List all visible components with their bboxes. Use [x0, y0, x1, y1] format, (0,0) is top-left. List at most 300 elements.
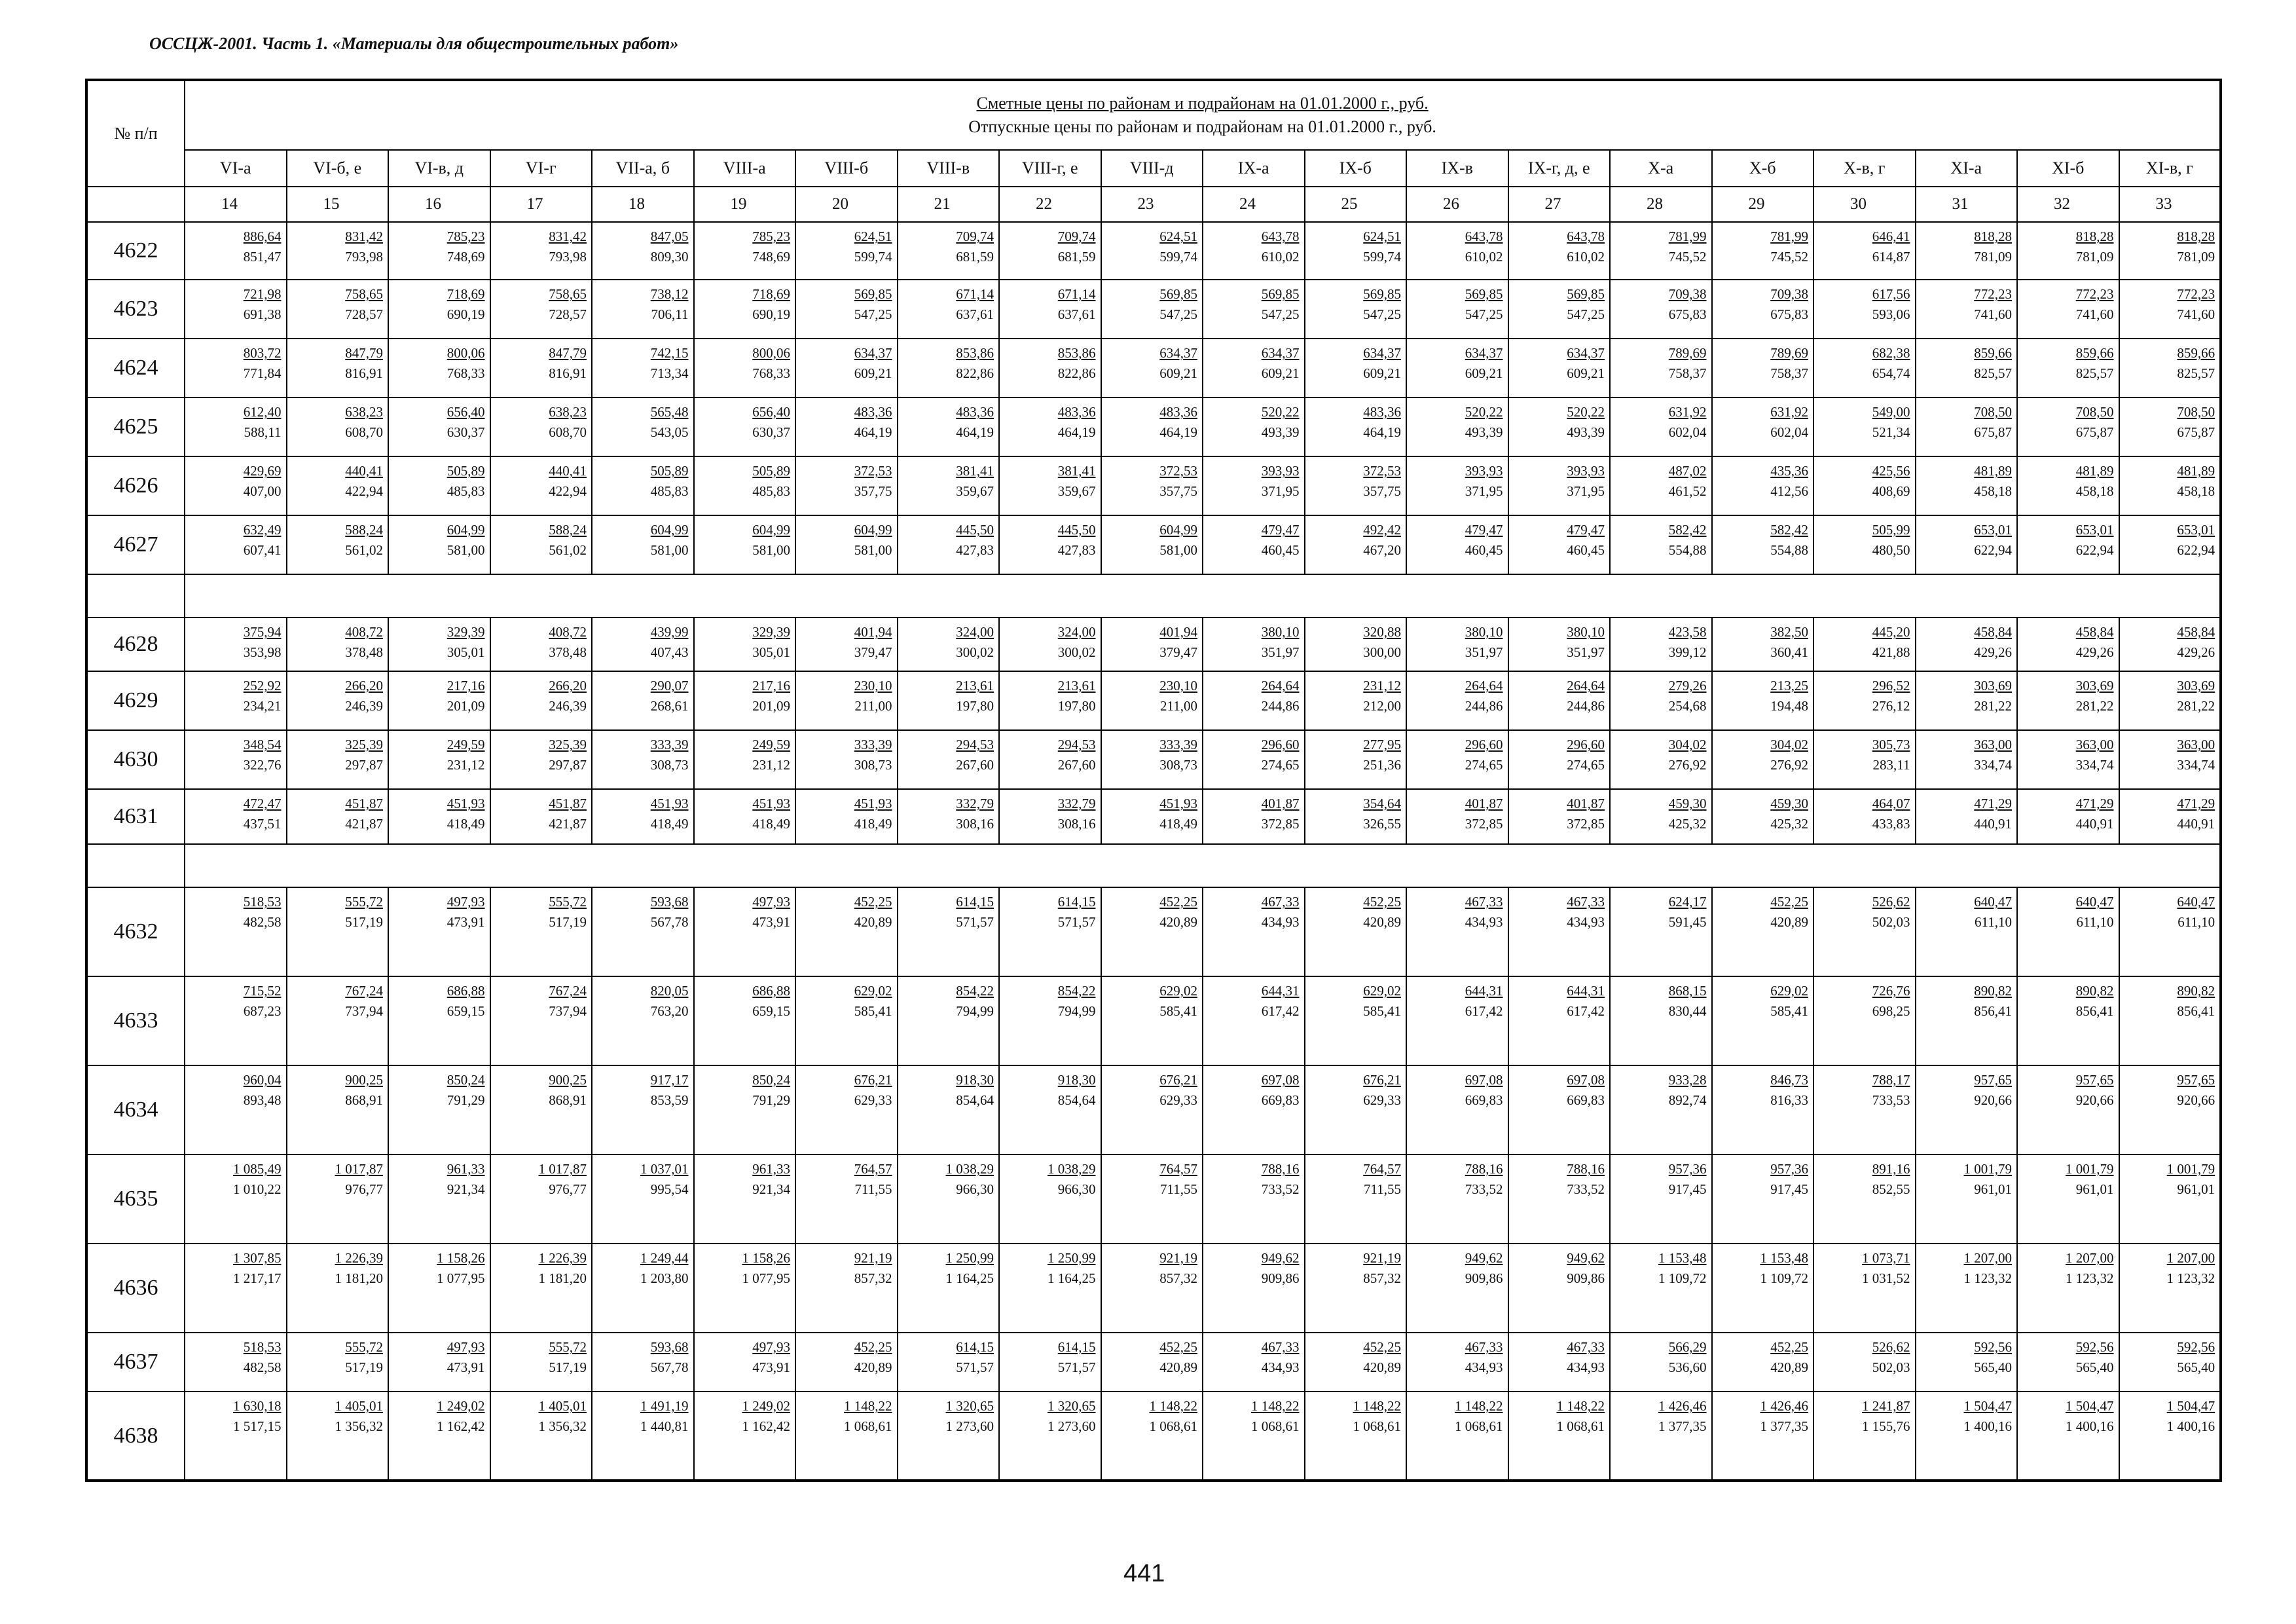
release-price: 1 162,42 — [742, 1418, 790, 1434]
release-price: 585,41 — [1770, 1003, 1808, 1019]
price-cell — [898, 515, 1000, 574]
price-cell — [490, 1392, 592, 1481]
region-header: X-а — [1610, 150, 1712, 187]
estimate-price: 624,51 — [854, 229, 892, 244]
estimate-price: 231,12 — [1363, 678, 1401, 693]
release-price: 1 356,32 — [335, 1418, 383, 1434]
estimate-price: 230,10 — [1159, 678, 1197, 693]
price-cell — [1406, 1065, 1508, 1154]
release-price: 460,45 — [1261, 542, 1300, 558]
price-cell — [1916, 887, 2018, 976]
estimate-price: 264,64 — [1465, 678, 1503, 693]
release-price: 517,19 — [345, 1359, 383, 1375]
estimate-price: 303,69 — [2075, 678, 2114, 693]
table-row — [86, 1154, 2221, 1244]
release-price: 733,53 — [1872, 1092, 1910, 1108]
release-price: 434,93 — [1261, 914, 1300, 930]
price-cell — [898, 671, 1000, 730]
price-cell — [1508, 730, 1611, 789]
table-row — [86, 618, 2221, 671]
region-header: VIII-г, е — [999, 150, 1101, 187]
release-price: 460,45 — [1465, 542, 1503, 558]
price-cell — [1508, 789, 1611, 844]
estimate-price: 332,79 — [1057, 796, 1096, 811]
release-price: 1 164,25 — [945, 1270, 994, 1286]
release-price: 547,25 — [1567, 306, 1605, 322]
estimate-price: 767,24 — [549, 983, 587, 999]
price-cell — [2017, 730, 2119, 789]
estimate-price: 643,78 — [1567, 229, 1605, 244]
estimate-price: 758,65 — [345, 286, 383, 302]
price-cell — [999, 618, 1101, 671]
estimate-price: 294,53 — [956, 737, 994, 752]
release-price: 654,74 — [1872, 365, 1910, 381]
estimate-price: 859,66 — [2075, 345, 2114, 361]
estimate-price: 393,93 — [1261, 463, 1300, 479]
table-row — [86, 280, 2221, 339]
estimate-price: 1 085,49 — [233, 1161, 282, 1177]
estimate-price: 788,16 — [1567, 1161, 1605, 1177]
estimate-price: 296,52 — [1872, 678, 1910, 693]
release-price: 1 123,32 — [2066, 1270, 2114, 1286]
price-cell — [1916, 1065, 2018, 1154]
row-number: 4631 — [86, 789, 185, 844]
price-cell — [2017, 789, 2119, 844]
release-price: 300,02 — [1057, 644, 1096, 660]
estimate-price: 643,78 — [1465, 229, 1503, 244]
column-number: 22 — [999, 187, 1101, 222]
estimate-price: 372,53 — [1159, 463, 1197, 479]
release-price: 547,25 — [1261, 306, 1300, 322]
release-price: 571,57 — [956, 1359, 994, 1375]
price-cell — [898, 1154, 1000, 1244]
estimate-price: 726,76 — [1872, 983, 1910, 999]
release-price: 853,59 — [650, 1092, 689, 1108]
price-cell — [1610, 789, 1712, 844]
release-price: 687,23 — [243, 1003, 282, 1019]
price-cell — [1406, 1244, 1508, 1333]
release-price: 482,58 — [243, 1359, 282, 1375]
release-price: 816,91 — [345, 365, 383, 381]
release-price: 407,43 — [650, 644, 689, 660]
price-cell — [1305, 671, 1407, 730]
price-cell — [898, 789, 1000, 844]
estimate-price: 372,53 — [854, 463, 892, 479]
price-cell — [592, 976, 694, 1065]
release-price: 322,76 — [243, 757, 282, 773]
release-price: 1 068,61 — [1455, 1418, 1503, 1434]
release-price: 669,83 — [1465, 1092, 1503, 1108]
estimate-price: 467,33 — [1465, 1339, 1503, 1355]
release-price: 473,91 — [446, 1359, 485, 1375]
release-price: 300,02 — [956, 644, 994, 660]
estimate-price: 604,99 — [446, 522, 485, 538]
region-header: X-в, г — [1813, 150, 1916, 187]
release-price: 609,21 — [1159, 365, 1197, 381]
price-cell — [999, 339, 1101, 397]
estimate-price: 471,29 — [2075, 796, 2114, 811]
estimate-price: 324,00 — [956, 624, 994, 640]
price-cell — [1101, 280, 1203, 339]
price-cell — [1813, 1154, 1916, 1244]
estimate-price: 1 426,46 — [1658, 1398, 1707, 1414]
price-cell — [592, 887, 694, 976]
estimate-price: 718,69 — [446, 286, 485, 302]
estimate-price: 565,48 — [650, 404, 689, 420]
estimate-price: 918,30 — [1057, 1072, 1096, 1088]
price-cell — [898, 397, 1000, 456]
price-cell — [2017, 222, 2119, 280]
estimate-price: 363,00 — [1974, 737, 2012, 752]
table-row — [86, 976, 2221, 1065]
price-cell — [2017, 976, 2119, 1065]
estimate-price: 452,25 — [1159, 1339, 1197, 1355]
estimate-price: 949,62 — [1261, 1250, 1300, 1266]
region-header: XI-а — [1916, 150, 2018, 187]
estimate-price: 1 038,29 — [1048, 1161, 1096, 1177]
release-price: 305,01 — [446, 644, 485, 660]
price-cell — [1712, 1333, 1814, 1392]
estimate-price: 213,61 — [1057, 678, 1096, 693]
estimate-price: 393,93 — [1465, 463, 1503, 479]
price-cell — [592, 618, 694, 671]
table-row — [86, 456, 2221, 515]
estimate-price: 640,47 — [1974, 894, 2012, 910]
estimate-price: 859,66 — [2177, 345, 2215, 361]
estimate-price: 483,36 — [956, 404, 994, 420]
price-cell — [2119, 671, 2221, 730]
region-header: VIII-д — [1101, 150, 1203, 187]
price-cell — [1712, 976, 1814, 1065]
estimate-price: 440,41 — [345, 463, 383, 479]
estimate-price: 1 250,99 — [1048, 1250, 1096, 1266]
estimate-price: 640,47 — [2177, 894, 2215, 910]
release-price: 211,00 — [854, 698, 892, 714]
release-price: 921,34 — [752, 1181, 790, 1197]
estimate-price: 921,19 — [1363, 1250, 1401, 1266]
estimate-price: 483,36 — [1057, 404, 1096, 420]
estimate-price: 686,88 — [446, 983, 485, 999]
price-cell — [694, 1333, 796, 1392]
release-price: 794,99 — [1057, 1003, 1096, 1019]
estimate-price: 960,04 — [243, 1072, 282, 1088]
price-cell — [1101, 887, 1203, 976]
price-cell — [999, 456, 1101, 515]
estimate-price: 505,89 — [446, 463, 485, 479]
row-number: 4628 — [86, 618, 185, 671]
release-price: 357,75 — [1363, 483, 1401, 499]
price-cell — [1406, 280, 1508, 339]
estimate-price: 505,99 — [1872, 522, 1910, 538]
estimate-price: 634,37 — [854, 345, 892, 361]
estimate-price: 304,02 — [1770, 737, 1808, 752]
price-cell — [1712, 1065, 1814, 1154]
release-price: 602,04 — [1668, 424, 1707, 440]
release-price: 201,09 — [752, 698, 790, 714]
estimate-price: 767,24 — [345, 983, 383, 999]
release-price: 422,94 — [549, 483, 587, 499]
price-cell — [694, 339, 796, 397]
release-price: 599,74 — [1159, 249, 1197, 265]
release-price: 281,22 — [2177, 698, 2215, 714]
release-price: 357,75 — [1159, 483, 1197, 499]
release-price: 440,91 — [2177, 816, 2215, 832]
estimate-price: 604,99 — [1159, 522, 1197, 538]
price-cell — [287, 280, 389, 339]
release-price: 434,93 — [1567, 1359, 1605, 1375]
price-cell — [388, 1333, 490, 1392]
estimate-price: 592,56 — [1974, 1339, 2012, 1355]
estimate-price: 638,23 — [549, 404, 587, 420]
release-price: 825,57 — [1974, 365, 2012, 381]
release-price: 599,74 — [854, 249, 892, 265]
release-price: 637,61 — [1057, 306, 1096, 322]
release-price: 308,73 — [1159, 757, 1197, 773]
estimate-price: 638,23 — [345, 404, 383, 420]
price-cell — [999, 887, 1101, 976]
release-price: 379,47 — [1159, 644, 1197, 660]
estimate-price: 1 017,87 — [538, 1161, 587, 1177]
price-cell — [2017, 618, 2119, 671]
price-cell — [2017, 1154, 2119, 1244]
estimate-price: 479,47 — [1567, 522, 1605, 538]
estimate-price: 1 504,47 — [1963, 1398, 2012, 1414]
table-row — [86, 789, 2221, 844]
estimate-price: 644,31 — [1465, 983, 1503, 999]
estimate-price: 1 148,22 — [844, 1398, 892, 1414]
release-price: 920,66 — [2177, 1092, 2215, 1108]
release-price: 378,48 — [549, 644, 587, 660]
estimate-price: 1 207,00 — [1963, 1250, 2012, 1266]
estimate-price: 329,39 — [446, 624, 485, 640]
price-cell — [1508, 339, 1611, 397]
release-price: 1 517,15 — [233, 1418, 282, 1434]
release-price: 308,16 — [956, 816, 994, 832]
estimate-price: 520,22 — [1567, 404, 1605, 420]
price-cell — [694, 671, 796, 730]
price-cell — [999, 789, 1101, 844]
release-price: 617,42 — [1567, 1003, 1605, 1019]
release-price: 244,86 — [1261, 698, 1300, 714]
price-cell — [1712, 1244, 1814, 1333]
estimate-price: 1 630,18 — [233, 1398, 282, 1414]
price-cell — [388, 1065, 490, 1154]
table-row — [86, 1333, 2221, 1392]
release-price: 892,74 — [1668, 1092, 1707, 1108]
price-cell — [1508, 671, 1611, 730]
estimate-price: 290,07 — [650, 678, 689, 693]
release-price: 353,98 — [243, 644, 282, 660]
estimate-price: 949,62 — [1567, 1250, 1605, 1266]
release-price: 420,89 — [1159, 1359, 1197, 1375]
release-price: 571,57 — [1057, 1359, 1096, 1375]
release-price: 617,42 — [1465, 1003, 1503, 1019]
price-cell — [795, 618, 898, 671]
estimate-price: 569,85 — [1567, 286, 1605, 302]
estimate-price: 569,85 — [1261, 286, 1300, 302]
estimate-price: 264,64 — [1261, 678, 1300, 693]
price-cell — [1712, 515, 1814, 574]
release-price: 758,37 — [1668, 365, 1707, 381]
price-cell — [1203, 397, 1305, 456]
estimate-price: 294,53 — [1057, 737, 1096, 752]
price-cell — [1610, 280, 1712, 339]
estimate-price: 614,15 — [956, 1339, 994, 1355]
release-price: 585,41 — [1363, 1003, 1401, 1019]
release-price: 407,00 — [243, 483, 282, 499]
estimate-price: 332,79 — [956, 796, 994, 811]
price-cell — [592, 222, 694, 280]
release-price: 418,49 — [650, 816, 689, 832]
release-price: 420,89 — [1159, 914, 1197, 930]
row-number: 4623 — [86, 280, 185, 339]
price-cell — [694, 887, 796, 976]
region-header: VIII-б — [795, 150, 898, 187]
price-cell — [1610, 222, 1712, 280]
price-cell — [388, 1154, 490, 1244]
estimate-price: 1 249,02 — [437, 1398, 485, 1414]
release-price: 565,40 — [2075, 1359, 2114, 1375]
price-cell — [795, 789, 898, 844]
release-price: 629,33 — [1159, 1092, 1197, 1108]
estimate-price: 264,64 — [1567, 678, 1605, 693]
region-header: IX-а — [1203, 150, 1305, 187]
estimate-price: 325,39 — [549, 737, 587, 752]
release-price: 681,59 — [1057, 249, 1096, 265]
release-price: 276,92 — [1668, 757, 1707, 773]
price-cell — [1406, 397, 1508, 456]
estimate-price: 604,99 — [752, 522, 790, 538]
release-price: 581,00 — [752, 542, 790, 558]
estimate-price: 401,87 — [1567, 796, 1605, 811]
price-cell — [898, 730, 1000, 789]
release-price: 473,91 — [446, 914, 485, 930]
estimate-price: 1 001,79 — [1963, 1161, 2012, 1177]
estimate-price: 354,64 — [1363, 796, 1401, 811]
price-cell — [1508, 1392, 1611, 1481]
estimate-price: 569,85 — [1465, 286, 1503, 302]
estimate-price: 481,89 — [2075, 463, 2114, 479]
estimate-price: 697,08 — [1261, 1072, 1300, 1088]
price-cell — [898, 222, 1000, 280]
release-price: 434,93 — [1465, 1359, 1503, 1375]
release-price: 609,21 — [1465, 365, 1503, 381]
release-price: 816,33 — [1770, 1092, 1808, 1108]
release-price: 976,77 — [549, 1181, 587, 1197]
release-price: 781,09 — [2075, 249, 2114, 265]
table-row — [86, 1065, 2221, 1154]
price-cell — [1916, 671, 2018, 730]
release-price: 585,41 — [854, 1003, 892, 1019]
price-cell — [1508, 397, 1611, 456]
release-price: 1 123,32 — [2166, 1270, 2215, 1286]
estimate-price: 593,68 — [650, 894, 689, 910]
release-price: 602,04 — [1770, 424, 1808, 440]
release-price: 675,83 — [1770, 306, 1808, 322]
release-price: 371,95 — [1465, 483, 1503, 499]
release-price: 567,78 — [650, 914, 689, 930]
price-cell — [1305, 789, 1407, 844]
estimate-price: 393,93 — [1567, 463, 1605, 479]
estimate-price: 634,37 — [1465, 345, 1503, 361]
price-cell — [490, 515, 592, 574]
price-cell — [388, 339, 490, 397]
estimate-price: 800,06 — [446, 345, 485, 361]
estimate-price: 1 148,22 — [1455, 1398, 1503, 1414]
estimate-price: 709,38 — [1668, 286, 1707, 302]
estimate-price: 624,51 — [1363, 229, 1401, 244]
estimate-price: 483,36 — [1159, 404, 1197, 420]
release-price: 976,77 — [345, 1181, 383, 1197]
estimate-price: 467,33 — [1261, 894, 1300, 910]
release-price: 768,33 — [752, 365, 790, 381]
price-cell — [2119, 730, 2221, 789]
release-price: 585,41 — [1159, 1003, 1197, 1019]
estimate-price: 1 320,65 — [1048, 1398, 1096, 1414]
estimate-price: 329,39 — [752, 624, 790, 640]
release-price: 1 377,35 — [1760, 1418, 1808, 1434]
release-price: 622,94 — [2075, 542, 2114, 558]
price-cell — [287, 515, 389, 574]
release-price: 420,89 — [854, 1359, 892, 1375]
estimate-price: 961,33 — [752, 1161, 790, 1177]
release-price: 461,52 — [1668, 483, 1707, 499]
release-price: 629,33 — [854, 1092, 892, 1108]
row-number: 4633 — [86, 976, 185, 1065]
estimate-price: 1 405,01 — [538, 1398, 587, 1414]
table-row — [86, 339, 2221, 397]
estimate-price: 304,02 — [1668, 737, 1707, 752]
price-cell — [999, 1333, 1101, 1392]
estimate-price: 279,26 — [1668, 678, 1707, 693]
release-price: 437,51 — [243, 816, 282, 832]
column-number: 30 — [1813, 187, 1916, 222]
price-cell — [1712, 1392, 1814, 1481]
release-price: 420,89 — [854, 914, 892, 930]
price-cell — [1610, 730, 1712, 789]
price-cell — [1101, 339, 1203, 397]
separator-cell — [86, 844, 185, 887]
price-cell — [185, 280, 287, 339]
release-price: 1 181,20 — [335, 1270, 383, 1286]
release-price: 961,01 — [2075, 1181, 2114, 1197]
price-cell — [2119, 1065, 2221, 1154]
column-number: 24 — [1203, 187, 1305, 222]
release-price: 458,18 — [2177, 483, 2215, 499]
price-cell — [1203, 730, 1305, 789]
release-price: 690,19 — [752, 306, 790, 322]
price-cell — [287, 671, 389, 730]
release-price: 857,32 — [854, 1270, 892, 1286]
price-cell — [1610, 618, 1712, 671]
release-price: 493,39 — [1465, 424, 1503, 440]
release-price: 610,02 — [1261, 249, 1300, 265]
price-cell — [2119, 339, 2221, 397]
price-cell — [999, 976, 1101, 1065]
price-cell — [185, 618, 287, 671]
release-price: 851,47 — [243, 249, 282, 265]
release-price: 308,16 — [1057, 816, 1096, 832]
separator-cell — [185, 844, 2221, 887]
estimate-price: 961,33 — [446, 1161, 485, 1177]
price-cell — [287, 1392, 389, 1481]
price-cell — [2119, 280, 2221, 339]
price-cell — [1508, 280, 1611, 339]
price-cell — [1305, 976, 1407, 1065]
estimate-price: 1 158,26 — [437, 1250, 485, 1266]
price-cell — [490, 339, 592, 397]
estimate-price: 631,92 — [1668, 404, 1707, 420]
